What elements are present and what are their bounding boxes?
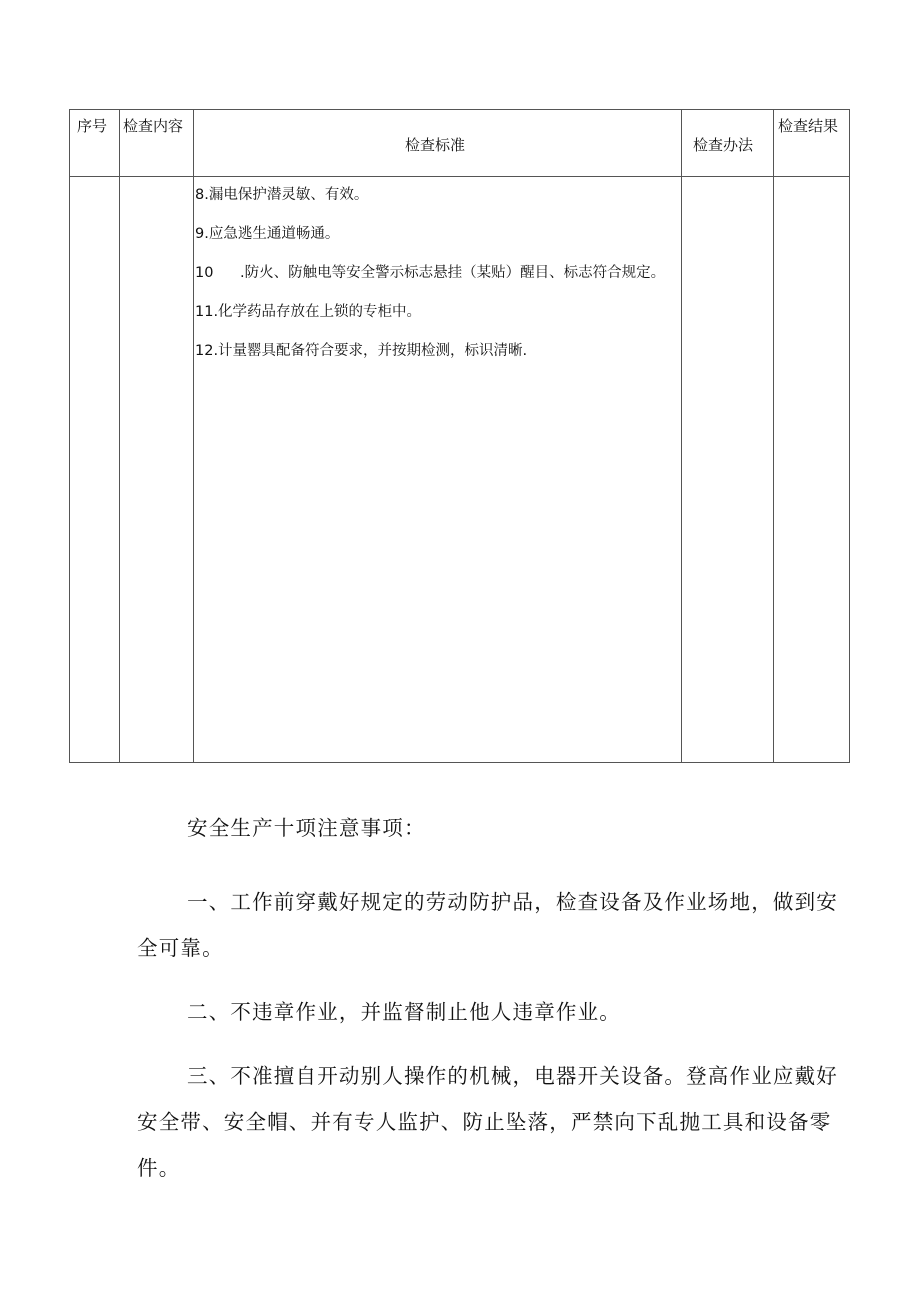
standard-item-text: .防火、防触电等安全警示标志悬挂（某贴）醒目、标志符合规定。 bbox=[240, 265, 666, 281]
standard-item: 12.计量罂具配备符合要求，并按期检测，标识清晰. bbox=[195, 343, 528, 359]
column-divider bbox=[773, 110, 774, 762]
column-divider bbox=[193, 110, 194, 762]
standard-item: 11.化学药品存放在上锁的专柜中。 bbox=[195, 304, 422, 320]
standard-item-number: 10 bbox=[195, 265, 214, 281]
header-result: 检查结果 bbox=[778, 117, 839, 135]
standards-cell bbox=[195, 184, 681, 379]
note-item: 三、不准擅自开动别人操作的机械，电器开关设备。登高作业应戴好安全带、安全帽、并有专人监护、防止坠落，严禁向下乱抛工具和设备零件。 bbox=[137, 1064, 838, 1180]
notes-title: 安全生产十项注意事项： bbox=[187, 816, 426, 840]
inspection-table bbox=[69, 109, 850, 763]
standard-item: 8.漏电保护潜灵敏、有效。 bbox=[195, 187, 369, 203]
standard-item bbox=[195, 262, 681, 285]
header-standard: 检查标准 bbox=[405, 136, 466, 154]
standard-item: 9.应急逃生通道畅通。 bbox=[195, 226, 340, 242]
safety-notes bbox=[137, 810, 851, 1209]
header-content: 检查内容 bbox=[123, 117, 184, 135]
note-item: 二、不违章作业，并监督制止他人违章作业。 bbox=[187, 1000, 621, 1024]
column-divider bbox=[119, 110, 120, 762]
header-method: 检查办法 bbox=[693, 136, 754, 154]
header-divider bbox=[70, 176, 849, 177]
header-seq: 序号 bbox=[77, 117, 108, 135]
column-divider bbox=[681, 110, 682, 762]
note-item: 一、工作前穿戴好规定的劳动防护品，检查设备及作业场地，做到安全可靠。 bbox=[137, 890, 838, 960]
